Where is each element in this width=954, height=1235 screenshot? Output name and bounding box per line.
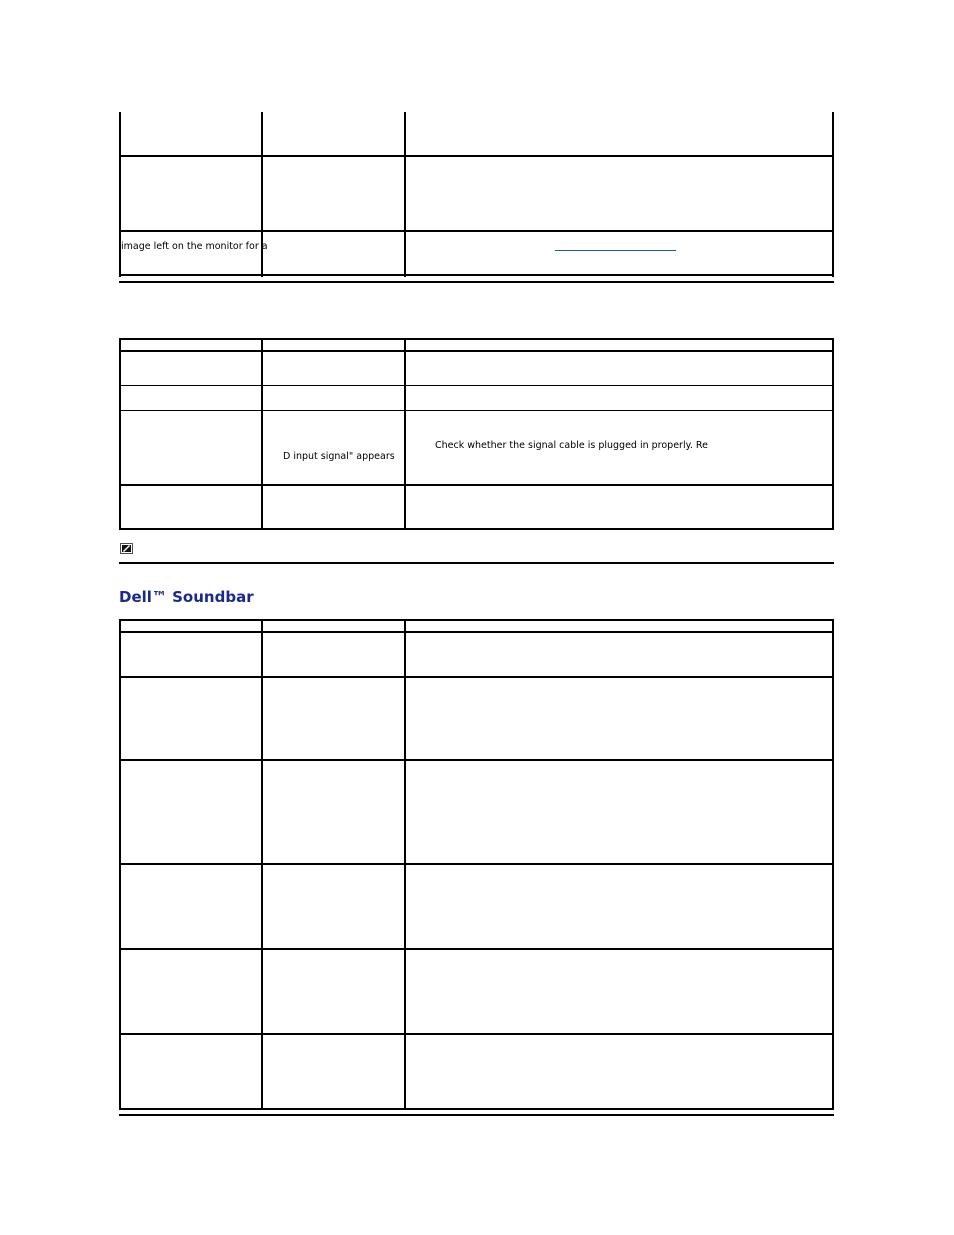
table-3-bottom-border [119, 1108, 834, 1110]
table-2-row-border [119, 410, 834, 411]
table-3-row-border [119, 759, 834, 761]
table-1-row-border [119, 155, 834, 157]
table-2-cell: D input signal" appears [283, 451, 395, 462]
table-3-row-border [119, 948, 834, 950]
table-2-top-border [119, 338, 834, 340]
table-3-row-border [119, 863, 834, 865]
hyperlink-underline[interactable] [555, 250, 676, 251]
table-3-row-border [119, 1033, 834, 1035]
separator-line [119, 1114, 834, 1116]
table-2-row-border [119, 385, 834, 386]
section-title-soundbar: Dell™ Soundbar [119, 588, 254, 606]
table-1-border [832, 112, 834, 277]
table-2-border [261, 339, 263, 530]
table-3-border [261, 620, 263, 1110]
table-3-border [404, 620, 406, 1110]
table-3-border [832, 620, 834, 1110]
table-1-border [404, 112, 406, 277]
table-3-header-border [119, 631, 834, 633]
table-3-top-border [119, 619, 834, 621]
table-1-cell: image left on the monitor for a [121, 241, 268, 252]
table-2-border [119, 339, 121, 530]
table-2-cell: Check whether the signal cable is plugged in properly. Re [435, 440, 708, 451]
table-2-bottom-border [119, 528, 834, 530]
table-2-border [404, 339, 406, 530]
table-3-border [119, 620, 121, 1110]
table-1-row-border [119, 274, 834, 276]
table-3-row-border [119, 676, 834, 678]
table-2-row-border [119, 484, 834, 486]
note-pencil-icon [120, 543, 133, 554]
separator-line [119, 281, 834, 283]
table-1-row-border [119, 230, 834, 232]
table-2-border [832, 339, 834, 530]
separator-line [119, 562, 834, 564]
table-2-header-border [119, 350, 834, 352]
